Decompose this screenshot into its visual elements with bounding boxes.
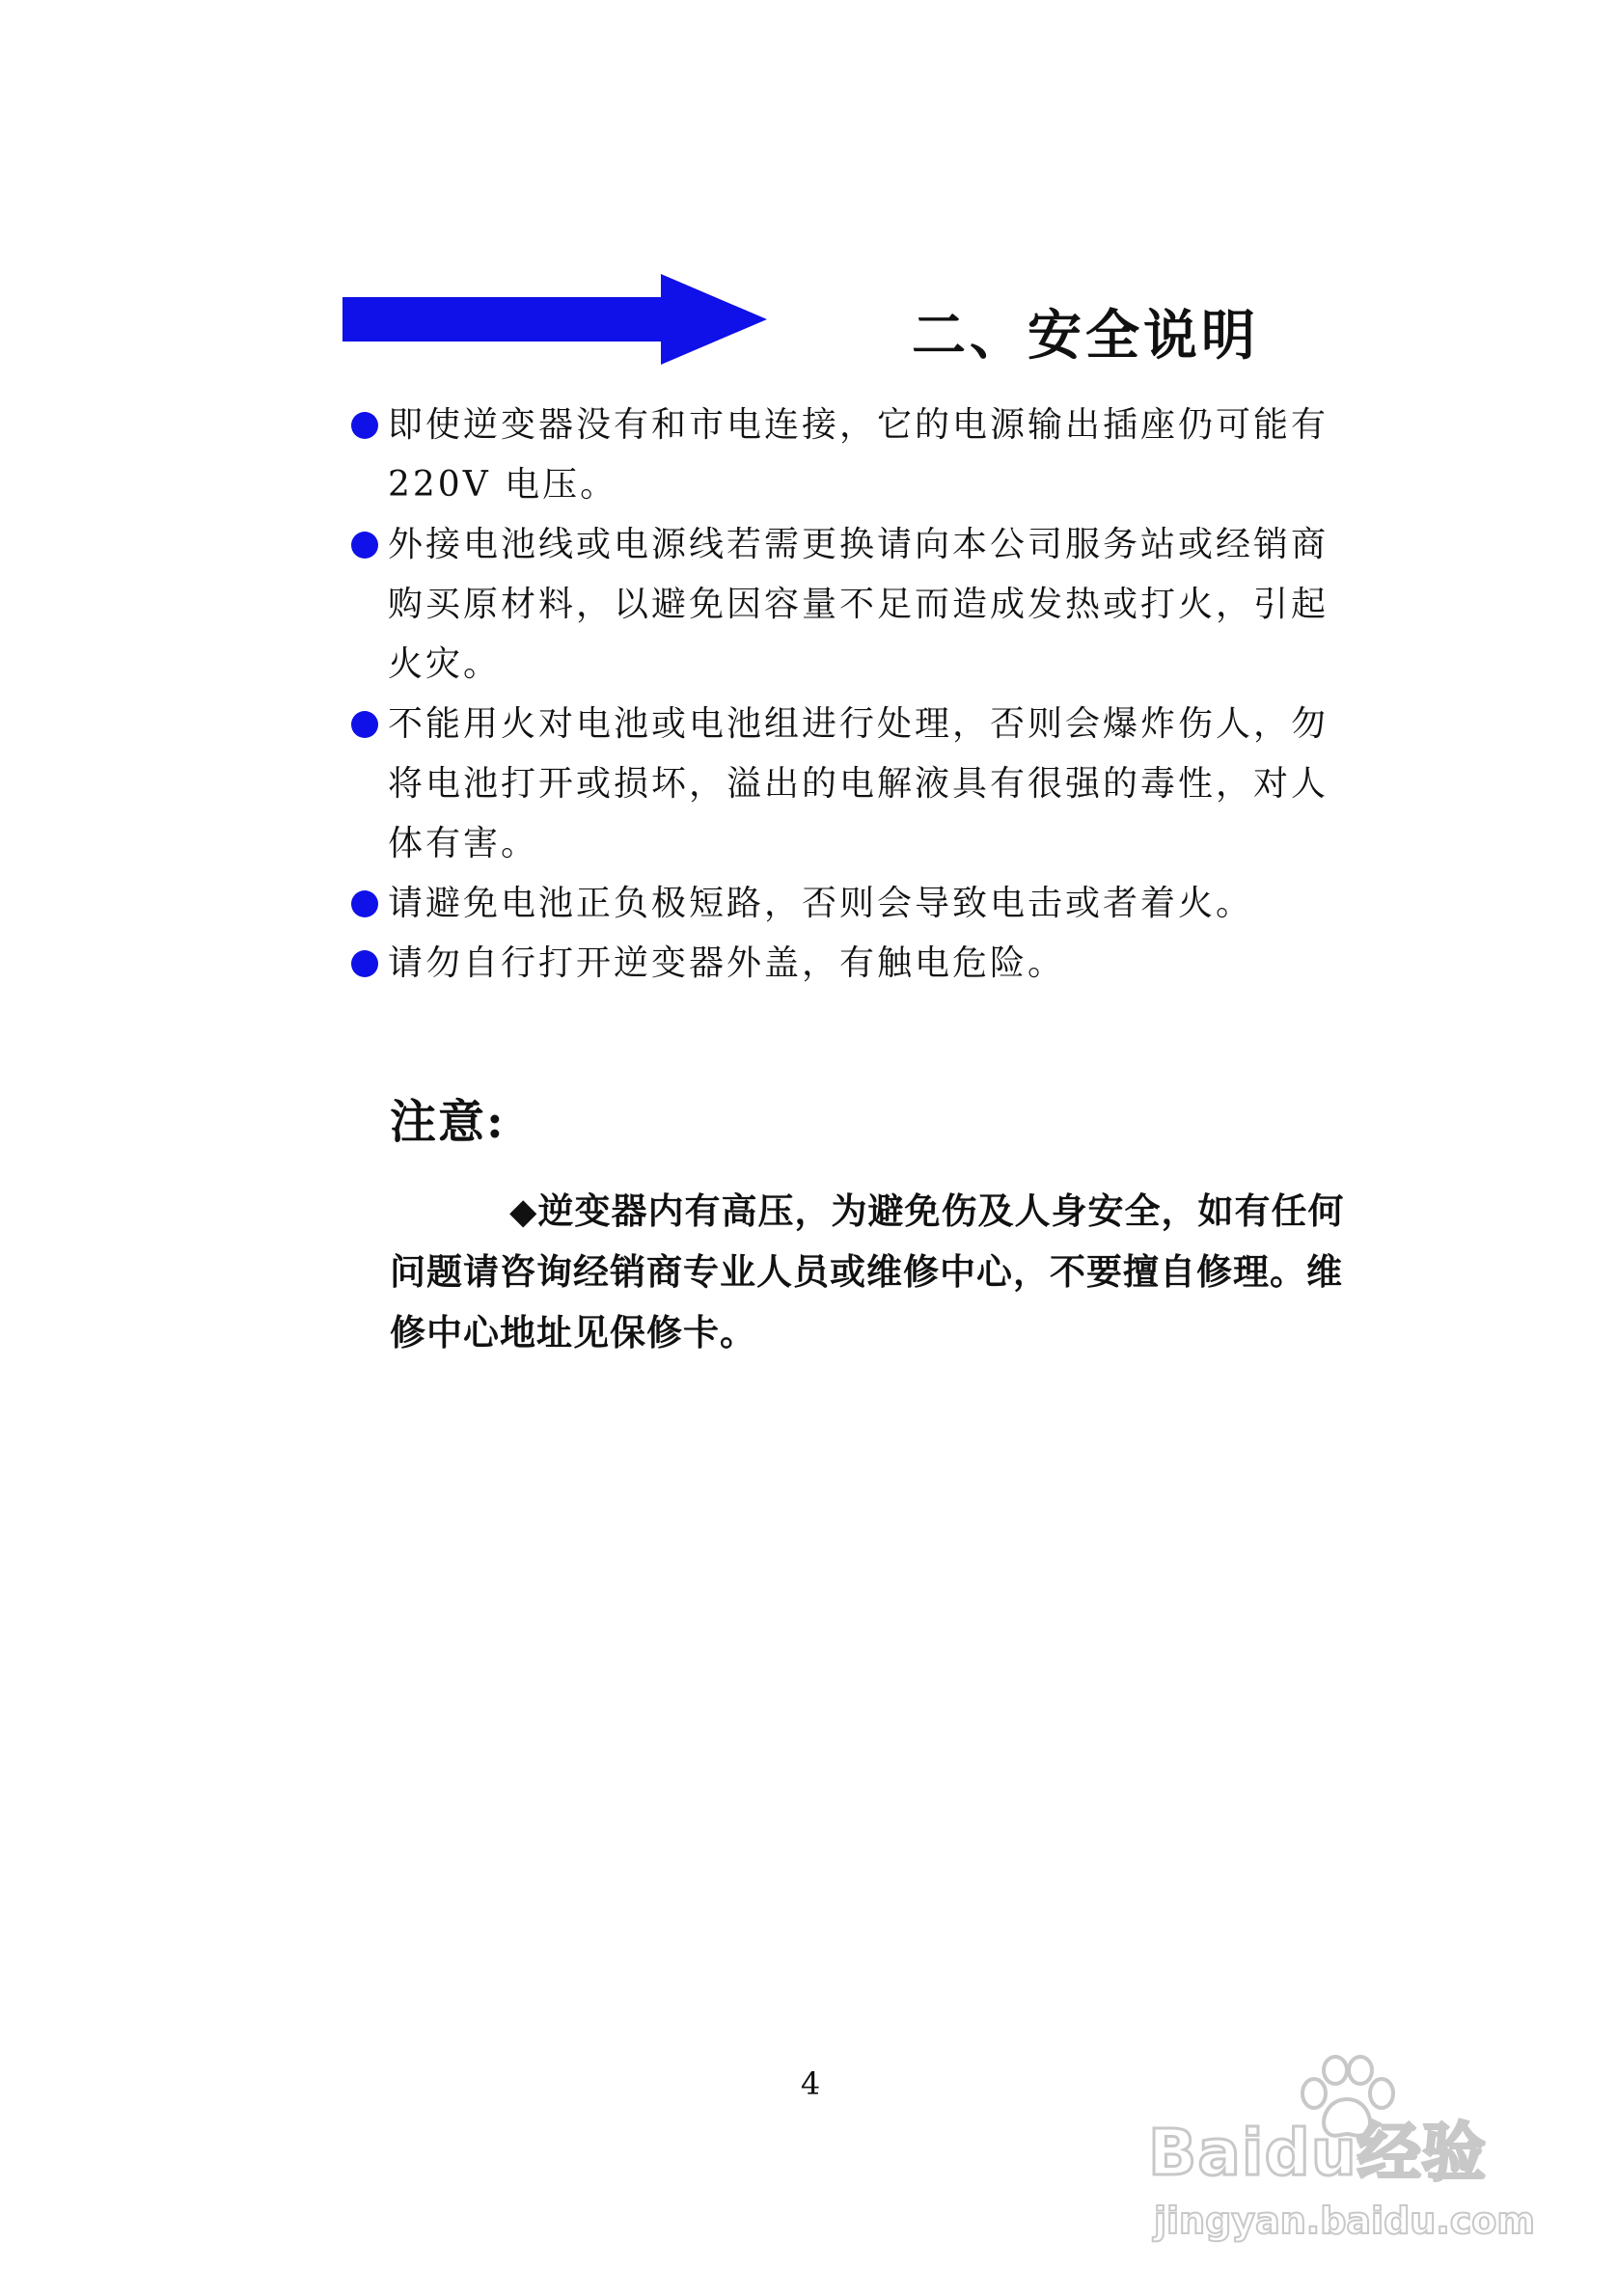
watermark-brand: Baidu经验 [1148, 2116, 1487, 2190]
note-text: ◆逆变器内有高压，为避免伤及人身安全，如有任何问题请咨询经销商专业人员或维修中心，不要擅自修理。维修中心地址见保修卡。 [390, 1189, 1345, 1353]
bullet-dot-icon [351, 711, 378, 738]
list-item-text: 即使逆变器没有和市电连接，它的电源输出插座仍可能有 220V 电压。 [388, 405, 1329, 505]
bullet-dot-icon [351, 532, 378, 559]
watermark [1148, 2055, 1534, 2248]
list-item [349, 695, 1362, 874]
right-arrow-icon [343, 274, 767, 365]
bullet-dot-icon [351, 412, 378, 439]
list-item [349, 874, 1362, 934]
list-item-text: 请避免电池正负极短路，否则会导致电击或者着火。 [388, 884, 1254, 923]
list-item-text: 不能用火对电池或电池组进行处理，否则会爆炸伤人，勿将电池打开或损坏，溢出的电解液具有很强的毒性，对人体有害。 [388, 704, 1329, 863]
watermark-url: jingyan.baidu.com [1154, 2200, 1535, 2242]
list-item [349, 396, 1362, 515]
list-item [349, 515, 1362, 695]
safety-list [349, 396, 1362, 994]
list-item [349, 934, 1362, 994]
list-item-text: 请勿自行打开逆变器外盖，有触电危险。 [388, 943, 1066, 983]
note-title: 注意: [390, 1095, 506, 1149]
bullet-dot-icon [351, 890, 378, 917]
list-item-text: 外接电池线或电源线若需更换请向本公司服务站或经销商购买原材料，以避免因容量不足而造成发热或打火，引起火灾。 [388, 525, 1329, 684]
page-number: 4 [800, 2065, 821, 2102]
bullet-dot-icon [351, 950, 378, 977]
section-title: 二、安全说明 [912, 304, 1259, 368]
